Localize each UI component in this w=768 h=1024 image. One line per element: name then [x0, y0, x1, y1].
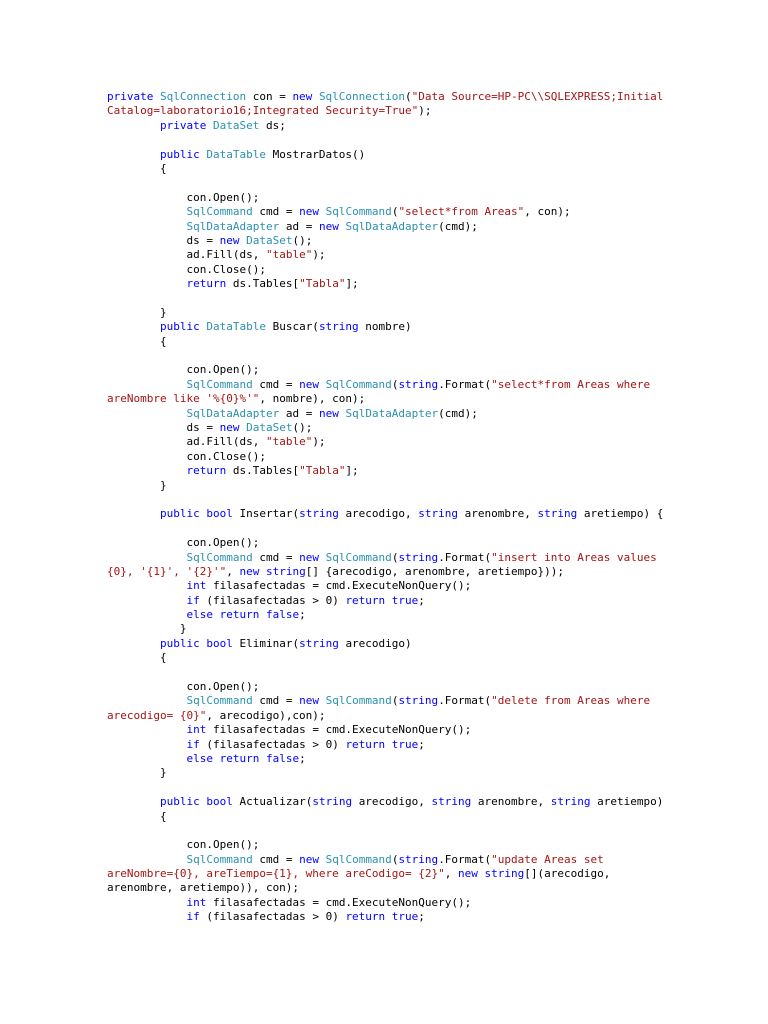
code-token: (: [391, 377, 399, 391]
code-token: arecodigo,: [345, 507, 419, 521]
code-token: new: [299, 205, 326, 219]
code-token: DataTable: [206, 147, 266, 161]
code-token: public: [159, 147, 207, 161]
code-token: new: [299, 550, 326, 564]
code-token: );: [312, 435, 326, 449]
code-line: [107, 522, 747, 536]
code-line: [107, 579, 747, 593]
code-token: {: [107, 334, 167, 348]
code-line: [107, 119, 747, 133]
code-line: [107, 637, 747, 651]
code-line: [107, 162, 747, 176]
code-line: [107, 738, 747, 752]
code-line: [107, 335, 747, 349]
code-token: , arecodigo),con);: [206, 708, 326, 722]
code-line: [107, 795, 747, 809]
code-token: cmd =: [252, 377, 300, 391]
code-token: [107, 608, 186, 621]
code-line: [107, 363, 747, 377]
code-line: [107, 421, 747, 435]
code-token: "update Areas set: [491, 852, 604, 866]
code-token: new: [219, 420, 247, 434]
code-token: [107, 910, 186, 923]
code-line: [107, 263, 747, 277]
code-line: [107, 392, 747, 406]
code-token: SqlCommand: [325, 694, 392, 708]
code-token: [107, 277, 186, 290]
code-token: SqlCommand: [186, 550, 253, 564]
code-token: [] {arecodigo, arenombre, aretiempo}));: [305, 564, 564, 578]
code-line: [107, 881, 747, 895]
code-line: [107, 493, 747, 507]
code-token: con.Open();: [107, 838, 260, 852]
code-token: cmd =: [252, 205, 300, 219]
code-line: [107, 248, 747, 262]
code-token: ;: [418, 593, 425, 607]
code-token: ];: [345, 277, 359, 291]
code-token: {: [107, 651, 167, 665]
code-token: "Tabla": [299, 277, 346, 291]
code-token: }: [107, 478, 167, 492]
code-token: Insertar(: [239, 507, 300, 521]
code-token: ;: [418, 910, 425, 924]
code-token: string: [299, 636, 346, 650]
code-token: return true: [345, 737, 419, 751]
code-token: cmd =: [252, 852, 300, 866]
code-token: ad =: [279, 219, 319, 233]
code-token: (: [391, 852, 399, 866]
code-line: [107, 709, 747, 723]
code-token: ds.Tables[: [232, 277, 300, 291]
code-token: (filasafectadas > 0): [206, 910, 346, 924]
code-line: [107, 536, 747, 550]
code-line: [107, 666, 747, 680]
code-token: ,: [444, 867, 459, 881]
code-line: [107, 608, 747, 622]
code-token: );: [312, 248, 326, 262]
code-token: ();: [292, 420, 313, 434]
code-token: [107, 464, 186, 477]
code-line: [107, 867, 747, 881]
code-token: SqlConnection: [159, 90, 247, 103]
code-token: );: [418, 104, 432, 118]
code-token: Catalog=laboratorio16;Integrated Security=True": [107, 104, 419, 118]
code-token: new string: [239, 564, 306, 578]
code-token: nombre): [365, 320, 412, 334]
code-line: [107, 306, 747, 320]
code-token: (: [391, 205, 399, 219]
code-line: [107, 594, 747, 608]
code-token: (filasafectadas > 0): [206, 737, 346, 751]
code-token: SqlCommand: [186, 377, 253, 391]
code-line: [107, 781, 747, 795]
code-token: [107, 694, 186, 707]
code-token: SqlCommand: [325, 377, 392, 391]
code-token: {: [107, 809, 167, 823]
code-line: [107, 651, 747, 665]
code-token: filasafectadas = cmd.ExecuteNonQuery();: [212, 579, 472, 593]
code-token: , con);: [524, 205, 571, 219]
code-token: [107, 723, 186, 736]
code-token: else return false: [186, 751, 300, 765]
code-token: con.Open();: [107, 680, 260, 694]
code-line: [107, 479, 747, 493]
code-line: [107, 723, 747, 737]
code-token: SqlDataAdapter: [345, 406, 439, 420]
code-token: ;: [299, 751, 306, 765]
code-token: "delete from Areas where: [491, 694, 651, 708]
code-token: ;: [418, 737, 425, 751]
code-token: SqlCommand: [325, 205, 392, 219]
code-line: [107, 622, 747, 636]
code-token: "Tabla": [299, 464, 346, 478]
code-line: [107, 407, 747, 421]
code-token: }: [107, 622, 187, 636]
code-token: (: [405, 90, 412, 103]
code-token: [107, 579, 186, 592]
code-token: ;: [299, 608, 306, 622]
code-token: arenombre,: [464, 507, 538, 521]
code-token: new: [292, 90, 319, 103]
code-token: ds =: [107, 420, 220, 434]
code-line: [107, 104, 747, 118]
code-token: string: [398, 694, 439, 708]
code-token: con.Open();: [107, 190, 260, 204]
code-token: ();: [292, 233, 313, 247]
code-token: [](arecodigo,: [524, 867, 611, 881]
code-token: aretiempo) {: [583, 507, 664, 521]
code-token: ad.Fill(ds,: [107, 248, 266, 262]
code-line: [107, 320, 747, 334]
code-line: [107, 191, 747, 205]
code-token: public bool: [159, 636, 240, 650]
code-line: [107, 220, 747, 234]
code-token: return true: [345, 593, 419, 607]
code-token: , nombre), con);: [259, 392, 366, 406]
code-line: [107, 450, 747, 464]
code-token: Eliminar(: [239, 636, 300, 650]
code-token: [107, 637, 160, 650]
code-token: [107, 320, 160, 333]
code-token: DataSet: [212, 118, 260, 132]
code-token: "table": [265, 248, 313, 262]
code-token: con =: [246, 90, 293, 103]
code-token: aretiempo): [597, 795, 664, 809]
code-token: SqlConnection: [318, 90, 406, 103]
code-token: [107, 378, 186, 391]
code-token: areNombre like '%{0}%'": [107, 392, 260, 406]
code-token: int: [186, 895, 213, 909]
code-token: (cmd);: [438, 219, 478, 233]
code-line: [107, 234, 747, 248]
code-token: "select*from Areas": [398, 205, 525, 219]
code-line: [107, 277, 747, 291]
code-token: ds =: [107, 233, 220, 247]
code-token: (cmd);: [438, 406, 478, 420]
code-token: SqlCommand: [186, 694, 253, 708]
code-token: [107, 853, 186, 866]
code-line: [107, 90, 747, 104]
code-token: filasafectadas = cmd.ExecuteNonQuery();: [212, 895, 472, 909]
code-token: string: [318, 320, 366, 334]
code-token: new: [299, 694, 326, 708]
code-token: "Data Source=HP-PC\\SQLEXPRESS;Initial: [411, 90, 664, 103]
code-token: "select*from Areas where: [491, 377, 651, 391]
code-token: .Format(: [438, 377, 492, 391]
code-line: [107, 766, 747, 780]
code-line: [107, 291, 747, 305]
code-line: [107, 435, 747, 449]
code-token: if: [186, 737, 207, 751]
code-token: {0}, '{1}', '{2}'": [107, 564, 227, 578]
code-token: ds.Tables[: [232, 464, 300, 478]
code-line: [107, 133, 747, 147]
code-token: string: [431, 795, 478, 809]
code-token: areNombre={0}, areTiempo={1}, where areCodigo= {2}": [107, 867, 445, 881]
code-line: [107, 378, 747, 392]
code-token: .Format(: [438, 694, 492, 708]
code-line: [107, 565, 747, 579]
code-token: Actualizar(: [239, 795, 313, 809]
code-token: [107, 119, 160, 132]
code-line: [107, 694, 747, 708]
code-token: ad.Fill(ds,: [107, 435, 266, 449]
code-token: string: [550, 795, 598, 809]
code-token: return: [186, 277, 233, 291]
code-token: string: [398, 550, 439, 564]
code-token: [107, 738, 186, 751]
code-token: SqlCommand: [186, 852, 253, 866]
code-token: ,: [226, 564, 240, 578]
code-token: if: [186, 910, 207, 924]
code-line: [107, 551, 747, 565]
code-token: string: [418, 507, 465, 521]
code-token: [107, 795, 160, 808]
code-token: SqlCommand: [186, 205, 253, 219]
code-token: SqlCommand: [325, 852, 392, 866]
code-token: [107, 507, 160, 520]
code-token: private: [107, 90, 160, 103]
code-line: [107, 464, 747, 478]
code-token: }: [107, 766, 167, 780]
code-token: filasafectadas = cmd.ExecuteNonQuery();: [212, 723, 472, 737]
code-token: private: [159, 118, 213, 132]
code-line: [107, 810, 747, 824]
code-token: new string: [458, 867, 525, 881]
code-token: public bool: [159, 795, 240, 809]
code-token: return true: [345, 910, 419, 924]
code-token: con.Open();: [107, 363, 260, 377]
code-line: [107, 680, 747, 694]
code-token: int: [186, 723, 213, 737]
code-line: [107, 507, 747, 521]
code-token: SqlDataAdapter: [345, 219, 439, 233]
code-token: string: [398, 852, 439, 866]
code-token: [107, 148, 160, 161]
code-token: ad =: [279, 406, 319, 420]
code-token: {: [107, 161, 167, 175]
code-token: ds;: [259, 118, 286, 132]
code-line: [107, 148, 747, 162]
code-line: [107, 838, 747, 852]
code-token: (: [391, 694, 399, 708]
code-token: new: [318, 219, 346, 233]
code-token: string: [398, 377, 439, 391]
code-token: string: [299, 507, 346, 521]
code-token: cmd =: [252, 550, 300, 564]
code-line: [107, 896, 747, 910]
code-token: DataSet: [246, 420, 293, 434]
code-token: (: [391, 550, 399, 564]
code-token: ];: [345, 464, 359, 478]
code-token: [107, 594, 186, 607]
code-token: arecodigo= {0}": [107, 708, 207, 722]
code-token: (filasafectadas > 0): [206, 593, 346, 607]
code-token: int: [186, 579, 213, 593]
code-line: [107, 824, 747, 838]
code-token: cmd =: [252, 694, 300, 708]
code-token: DataTable: [206, 320, 266, 334]
code-token: new: [219, 233, 247, 247]
code-token: [107, 205, 186, 218]
code-token: [107, 752, 186, 765]
code-token: SqlDataAdapter: [186, 219, 280, 233]
code-line: [107, 910, 747, 924]
code-token: string: [537, 507, 584, 521]
code-line: [107, 752, 747, 766]
code-token: "insert into Areas values: [491, 550, 657, 564]
code-line: [107, 853, 747, 867]
code-token: con.Close();: [107, 449, 266, 463]
code-token: [107, 551, 186, 564]
code-token: }: [107, 305, 167, 319]
code-token: .Format(: [438, 852, 492, 866]
code-token: arecodigo): [345, 636, 412, 650]
code-token: public: [159, 320, 207, 334]
code-token: [107, 407, 186, 420]
code-token: .Format(: [438, 550, 492, 564]
code-token: [107, 896, 186, 909]
code-token: "table": [265, 435, 313, 449]
code-token: con.Close();: [107, 262, 266, 276]
code-token: new: [318, 406, 346, 420]
code-token: arenombre, aretiempo)), con);: [107, 881, 300, 895]
code-line: [107, 349, 747, 363]
code-token: DataSet: [246, 233, 293, 247]
code-token: string: [312, 795, 359, 809]
code-token: new: [299, 377, 326, 391]
code-listing: [107, 90, 747, 925]
code-token: SqlDataAdapter: [186, 406, 280, 420]
code-token: arecodigo,: [358, 795, 432, 809]
code-token: SqlCommand: [325, 550, 392, 564]
code-token: Buscar(: [265, 320, 319, 334]
code-line: [107, 176, 747, 190]
code-token: return: [186, 464, 233, 478]
code-token: con.Open();: [107, 536, 260, 550]
code-token: [107, 220, 186, 233]
code-token: else return false: [186, 608, 300, 622]
code-token: MostrarDatos(): [265, 147, 366, 161]
code-token: public bool: [159, 507, 240, 521]
code-token: new: [299, 852, 326, 866]
code-token: if: [186, 593, 207, 607]
code-token: arenombre,: [477, 795, 551, 809]
code-line: [107, 205, 747, 219]
